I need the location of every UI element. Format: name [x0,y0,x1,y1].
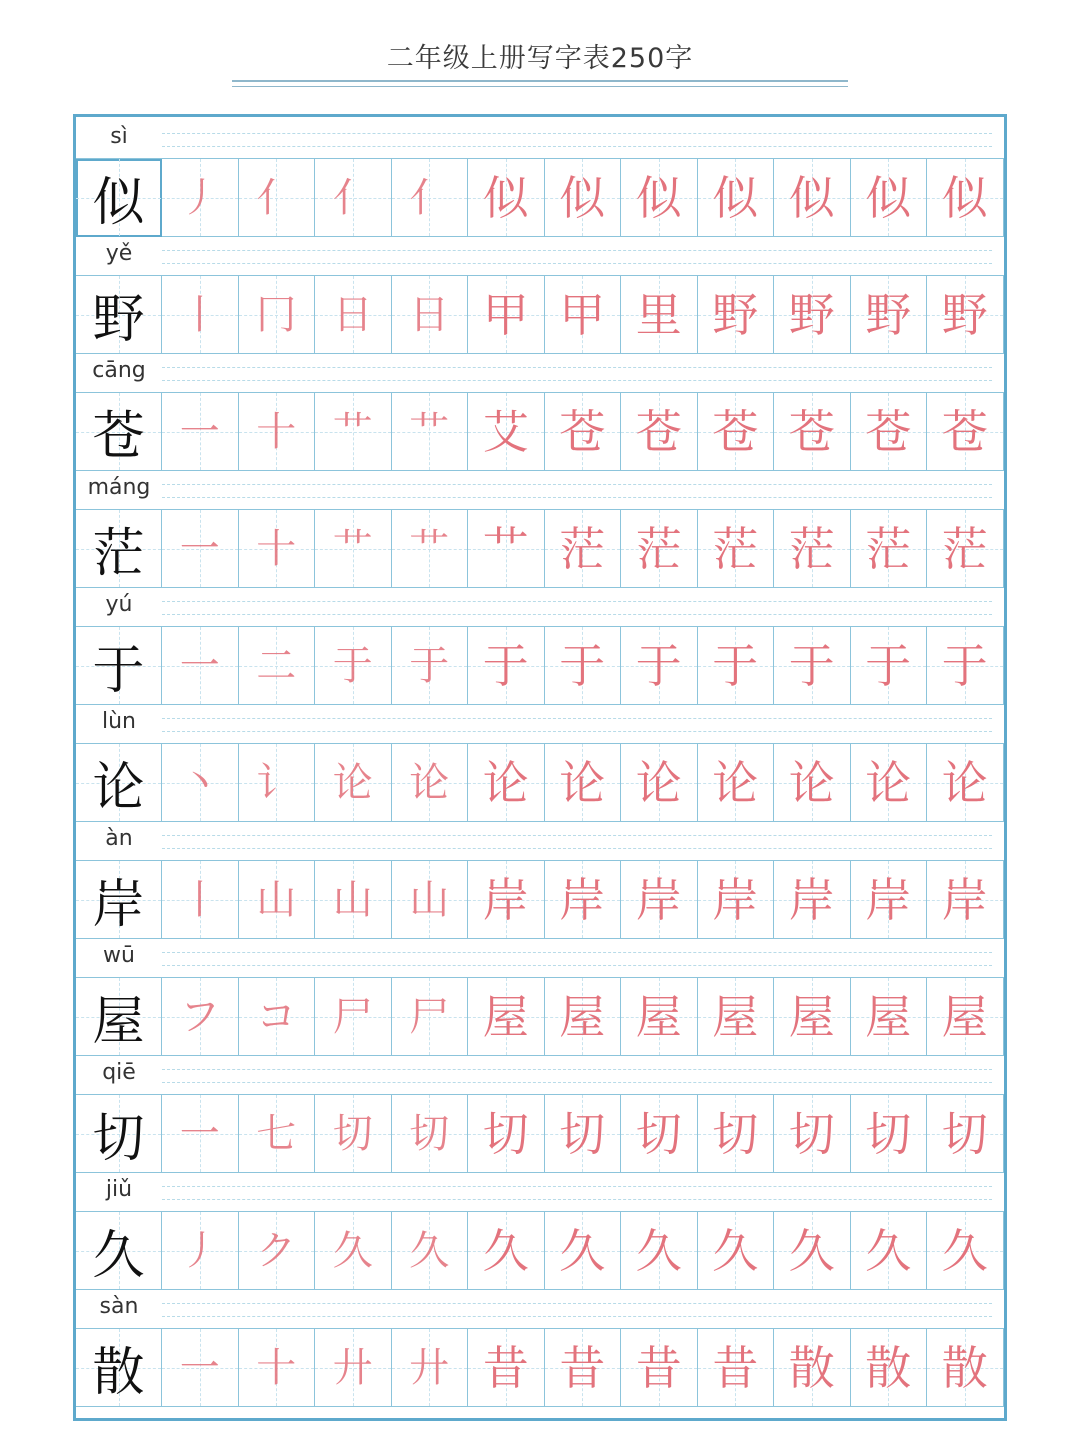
page-title: 二年级上册写字表250字 [386,43,694,74]
stroke-step: 切 [409,1110,450,1157]
stroke-step-cell [392,510,469,588]
stroke-step: 久 [409,1227,450,1274]
stroke-step-cell [621,393,698,471]
stroke-step-cell [621,627,698,705]
stroke-step: 山 [409,876,450,923]
stroke-step-cell [851,1212,928,1290]
stroke-step-cell [545,978,622,1056]
stroke-step: 艹 [482,521,529,576]
stroke-step: 久 [712,1223,759,1278]
stroke-step-cell [698,276,775,354]
stroke-step: 切 [559,1106,606,1161]
pinyin-band [76,237,1004,276]
stroke-step-cell [468,276,545,354]
model-character: 散 [76,1329,162,1407]
stroke-step-cell [162,159,239,237]
stroke-step: 岸 [712,872,759,927]
stroke-step: 昔 [712,1340,759,1395]
stroke-step-cell [162,276,239,354]
stroke-step-cell [162,1329,239,1407]
stroke-step: 茫 [865,521,912,576]
stroke-step-cell [239,978,316,1056]
stroke-step: 昔 [482,1340,529,1395]
pinyin-band [76,705,1004,744]
stroke-step-cell [239,1212,316,1290]
stroke-step-cell [774,1095,851,1173]
pinyin-band [76,120,1004,159]
stroke-step-cell [545,1329,622,1407]
stroke-step: 昔 [559,1340,606,1395]
stroke-step-cell [927,393,1004,471]
stroke-step: 久 [482,1223,529,1278]
stroke-step-cell [162,861,239,939]
model-character: 野 [76,276,162,354]
stroke-step-cell [621,861,698,939]
stroke-step: 一 [179,408,220,455]
pinyin-label: yě [105,241,133,266]
stroke-step-cell [468,159,545,237]
stroke-step-cell [315,1212,392,1290]
pinyin-band [76,939,1004,978]
stroke-step: 野 [788,287,835,342]
stroke-step-cell [927,1212,1004,1290]
stroke-step-cell [851,861,928,939]
stroke-step-cell [468,393,545,471]
stroke-step: 十 [256,525,297,572]
stroke-step-cell [468,744,545,822]
stroke-step-cell [162,978,239,1056]
stroke-step-cell [927,510,1004,588]
stroke-step-cell [698,627,775,705]
stroke-step: 论 [865,755,912,810]
stroke-step: 山 [332,876,373,923]
character-row [76,822,1004,939]
stroke-step-cell [774,861,851,939]
stroke-step-cell [698,1329,775,1407]
stroke-step: 于 [865,638,912,693]
stroke-step: 亻 [332,174,373,221]
stroke-step: 切 [941,1106,988,1161]
stroke-step-cell [545,861,622,939]
stroke-step: 山 [256,876,297,923]
writing-grid-sheet [73,114,1007,1421]
stroke-step-cell [851,978,928,1056]
stroke-step-cell [468,978,545,1056]
pinyin-band [76,1173,1004,1212]
stroke-step: 似 [788,170,835,225]
stroke-step-cell [698,861,775,939]
stroke-step: 岸 [482,872,529,927]
pinyin-band [76,471,1004,510]
stroke-step-cell [239,393,316,471]
stroke-step: 论 [941,755,988,810]
stroke-step: 甲 [482,287,529,342]
stroke-step-cell [392,861,469,939]
stroke-step-cell [545,1095,622,1173]
stroke-step-cell [239,159,316,237]
stroke-step-cell [774,276,851,354]
stroke-step-cell [468,861,545,939]
stroke-step-cell [851,510,928,588]
stroke-step: 似 [712,170,759,225]
stroke-step: 苍 [941,404,988,459]
stroke-step-cell [927,159,1004,237]
stroke-step-cell [851,276,928,354]
model-character: 论 [76,744,162,822]
stroke-step: 一 [179,525,220,572]
model-character: 切 [76,1095,162,1173]
stroke-step-cell [927,744,1004,822]
stroke-step: 切 [635,1106,682,1161]
stroke-step-cell [927,627,1004,705]
model-character: 久 [76,1212,162,1290]
stroke-step-cell [162,1212,239,1290]
stroke-step-cell [545,627,622,705]
stroke-step: 苍 [559,404,606,459]
pinyin-band [76,588,1004,627]
stroke-step-cell [392,159,469,237]
stroke-step: 久 [788,1223,835,1278]
stroke-step: 散 [941,1340,988,1395]
stroke-step-cell [545,744,622,822]
pinyin-label: lùn [102,709,136,734]
stroke-step: 论 [409,759,450,806]
stroke-step: 论 [559,755,606,810]
pinyin-band [76,1056,1004,1095]
stroke-step: 久 [332,1227,373,1274]
stroke-step-cell [774,159,851,237]
pinyin-label: sì [110,124,128,149]
character-row [76,237,1004,354]
stroke-step-cell [927,1329,1004,1407]
stroke-step: 苍 [712,404,759,459]
stroke-step: 久 [941,1223,988,1278]
stroke-step: 苍 [635,404,682,459]
stroke-step: 艹 [409,408,450,455]
stroke-step: 屋 [788,989,835,1044]
stroke-step: 野 [865,287,912,342]
stroke-step-cell [392,978,469,1056]
stroke-step-cell [621,1095,698,1173]
stroke-step: 茫 [635,521,682,576]
stroke-step: 岸 [788,872,835,927]
character-row [76,939,1004,1056]
title-underline [232,80,848,82]
stroke-step: 屋 [941,989,988,1044]
pinyin-label: qiē [102,1060,136,1085]
stroke-step-cell [698,1095,775,1173]
stroke-step: ク [256,1227,297,1274]
stroke-step: 丿 [179,174,220,221]
stroke-step-cell [315,978,392,1056]
stroke-step-cell [162,627,239,705]
stroke-step: 茫 [941,521,988,576]
stroke-step-cell [621,159,698,237]
stroke-step: 岸 [635,872,682,927]
stroke-step-cell [468,1329,545,1407]
stroke-step-cell [239,1095,316,1173]
stroke-step: 一 [179,642,220,689]
stroke-step: 尸 [332,993,373,1040]
stroke-step: 日 [332,291,373,338]
stroke-step: 似 [865,170,912,225]
stroke-step: 野 [941,287,988,342]
stroke-step: 切 [712,1106,759,1161]
stroke-step: 似 [482,170,529,225]
stroke-step-cell [621,276,698,354]
title-underline-thin [232,86,848,87]
stroke-step: 丨 [179,876,220,923]
stroke-step-cell [621,1329,698,1407]
stroke-step: 论 [712,755,759,810]
character-row [76,1173,1004,1290]
stroke-step-cell [774,627,851,705]
stroke-step: 散 [788,1340,835,1395]
stroke-step: 论 [788,755,835,810]
character-row [76,354,1004,471]
stroke-step: 亻 [256,174,297,221]
stroke-step-cell [545,1212,622,1290]
stroke-step-cell [698,1212,775,1290]
pinyin-label: máng [87,475,151,500]
pinyin-band [76,822,1004,861]
pinyin-label: yú [105,592,133,617]
stroke-step-cell [698,393,775,471]
stroke-step-cell [162,393,239,471]
character-row [76,1290,1004,1407]
stroke-step: 尸 [409,993,450,1040]
stroke-step: 讠 [256,759,297,806]
stroke-step: 屋 [482,989,529,1044]
model-character: 茫 [76,510,162,588]
stroke-step: 昔 [635,1340,682,1395]
stroke-step: 于 [788,638,835,693]
stroke-step: 茫 [559,521,606,576]
stroke-step: 久 [635,1223,682,1278]
stroke-step: 切 [865,1106,912,1161]
stroke-step: 切 [332,1110,373,1157]
stroke-step-cell [698,978,775,1056]
stroke-step-cell [927,276,1004,354]
stroke-step: 丨 [179,291,220,338]
character-row [76,588,1004,705]
stroke-step-cell [162,1095,239,1173]
stroke-step-cell [851,627,928,705]
stroke-step: コ [256,993,297,1040]
stroke-step: 二 [256,642,297,689]
stroke-step-cell [315,744,392,822]
pinyin-label: cāng [92,358,146,383]
stroke-step-cell [851,393,928,471]
stroke-step-cell [315,510,392,588]
stroke-step-cell [545,510,622,588]
stroke-step-cell [315,276,392,354]
stroke-step: 久 [559,1223,606,1278]
stroke-step-cell [621,744,698,822]
stroke-step-cell [698,159,775,237]
stroke-step-cell [545,159,622,237]
stroke-step: 苍 [865,404,912,459]
stroke-step-cell [698,744,775,822]
stroke-step: 日 [409,291,450,338]
stroke-step: 似 [941,170,988,225]
stroke-step-cell [315,393,392,471]
stroke-step-cell [392,1095,469,1173]
stroke-step: 野 [712,287,759,342]
stroke-step: 岸 [865,872,912,927]
stroke-step: 里 [635,287,682,342]
stroke-step-cell [468,1212,545,1290]
stroke-step: 艹 [409,525,450,572]
stroke-step: 一 [179,1110,220,1157]
character-row [76,120,1004,237]
stroke-step-cell [239,510,316,588]
stroke-step: 一 [179,1344,220,1391]
stroke-step: 十 [256,1344,297,1391]
stroke-step: 屋 [635,989,682,1044]
stroke-step-cell [774,1329,851,1407]
stroke-step: 散 [865,1340,912,1395]
stroke-step-cell [315,159,392,237]
model-character: 苍 [76,393,162,471]
stroke-step-cell [774,744,851,822]
stroke-step: 论 [482,755,529,810]
stroke-step: 似 [635,170,682,225]
stroke-step-cell [545,276,622,354]
stroke-step-cell [315,1329,392,1407]
stroke-step-cell [774,393,851,471]
stroke-step: 艾 [482,404,529,459]
pinyin-label: wū [103,943,135,968]
stroke-step: 廾 [409,1344,450,1391]
model-character: 似 [76,159,162,237]
stroke-step: 岸 [941,872,988,927]
stroke-step-cell [927,1095,1004,1173]
stroke-step-cell [774,1212,851,1290]
stroke-step: 于 [409,642,450,689]
stroke-step-cell [392,1329,469,1407]
pinyin-band [76,354,1004,393]
model-character: 屋 [76,978,162,1056]
stroke-step: 茫 [712,521,759,576]
stroke-step: 艹 [332,525,373,572]
stroke-step-cell [162,510,239,588]
stroke-step: 廾 [332,1344,373,1391]
pinyin-label: sàn [99,1294,139,1319]
character-row [76,471,1004,588]
stroke-step-cell [239,1329,316,1407]
stroke-step-cell [851,744,928,822]
stroke-step: 丶 [179,759,220,806]
stroke-step-cell [774,510,851,588]
stroke-step-cell [162,744,239,822]
stroke-step-cell [621,1212,698,1290]
stroke-step: 于 [635,638,682,693]
stroke-step: 亻 [409,174,450,221]
stroke-step: 屋 [865,989,912,1044]
stroke-step-cell [851,1329,928,1407]
stroke-step: 切 [482,1106,529,1161]
stroke-step-cell [621,510,698,588]
stroke-step: 似 [559,170,606,225]
stroke-step: 艹 [332,408,373,455]
stroke-step: 切 [788,1106,835,1161]
stroke-step: 于 [712,638,759,693]
character-row [76,1056,1004,1173]
stroke-step-cell [239,627,316,705]
model-character: 岸 [76,861,162,939]
stroke-step: 十 [256,408,297,455]
stroke-step-cell [468,627,545,705]
stroke-step-cell [392,627,469,705]
stroke-step-cell [468,1095,545,1173]
stroke-step-cell [927,861,1004,939]
stroke-step: 于 [941,638,988,693]
pinyin-label: àn [105,826,133,851]
stroke-step-cell [851,1095,928,1173]
stroke-step: 屋 [559,989,606,1044]
stroke-step-cell [239,744,316,822]
stroke-step-cell [392,744,469,822]
stroke-step: 甲 [559,287,606,342]
stroke-step: 苍 [788,404,835,459]
stroke-step: 屋 [712,989,759,1044]
stroke-step: 七 [256,1110,297,1157]
stroke-step: 于 [332,642,373,689]
stroke-step-cell [621,978,698,1056]
stroke-step-cell [698,510,775,588]
stroke-step-cell [315,1095,392,1173]
character-row [76,705,1004,822]
stroke-step-cell [927,978,1004,1056]
stroke-step: 久 [865,1223,912,1278]
stroke-step-cell [392,276,469,354]
stroke-step-cell [239,276,316,354]
pinyin-label: jiǔ [105,1177,133,1202]
stroke-step-cell [392,1212,469,1290]
stroke-step-cell [774,978,851,1056]
stroke-step: 丿 [179,1227,220,1274]
stroke-step: 于 [482,638,529,693]
model-character: 于 [76,627,162,705]
stroke-step: 于 [559,638,606,693]
stroke-step: 冂 [256,291,297,338]
stroke-step-cell [851,159,928,237]
stroke-step: 论 [635,755,682,810]
pinyin-band [76,1290,1004,1329]
stroke-step: フ [179,993,220,1040]
stroke-step-cell [545,393,622,471]
stroke-step: 岸 [559,872,606,927]
stroke-step-cell [315,861,392,939]
stroke-step-cell [239,861,316,939]
stroke-step: 茫 [788,521,835,576]
stroke-step: 论 [332,759,373,806]
stroke-step-cell [392,393,469,471]
stroke-step-cell [468,510,545,588]
stroke-step-cell [315,627,392,705]
